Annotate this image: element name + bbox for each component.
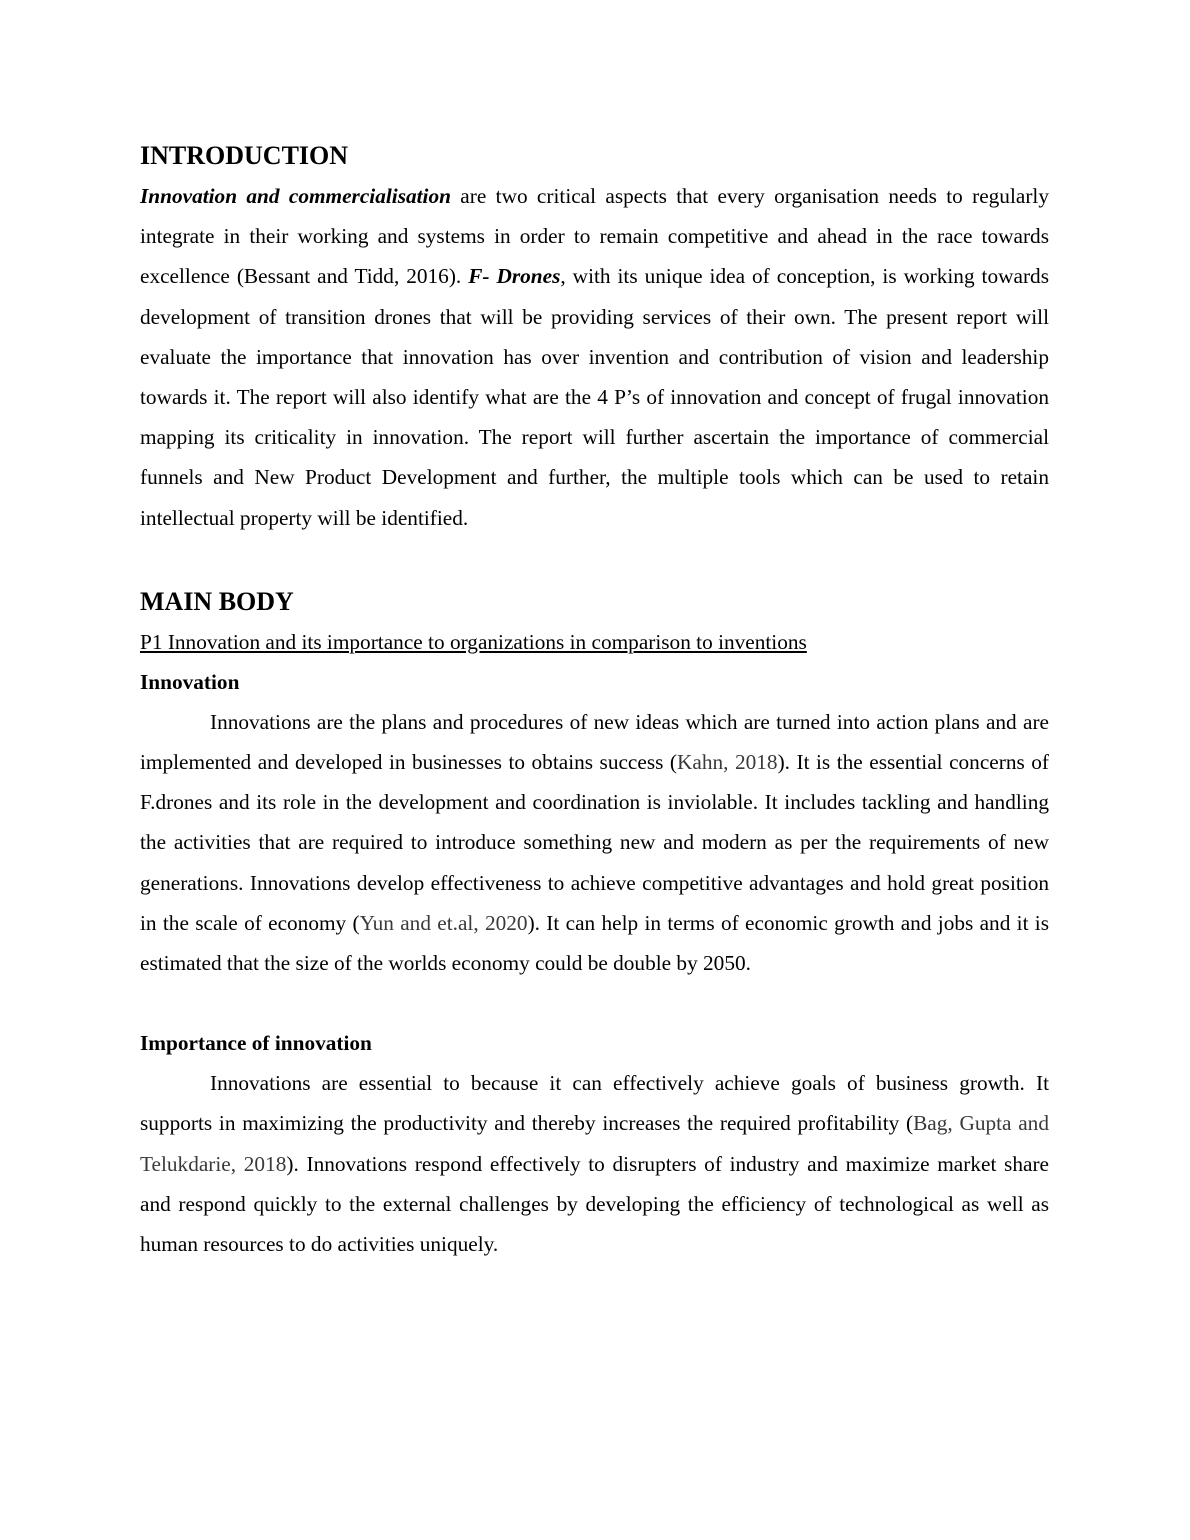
importance-heading: Importance of innovation (140, 1031, 372, 1056)
introduction-heading: INTRODUCTION (140, 141, 349, 170)
citation-bag: Bag, Gupta and Telukdarie, 2018 (140, 1111, 1049, 1176)
document-page (140, 136, 1049, 1264)
spacer (140, 983, 1049, 1023)
p1-title: P1 Innovation and its importance to organizations in comparison to inventions (140, 629, 807, 654)
spacer (140, 538, 1049, 582)
importance-text-1: Innovations are essential to because it can effectively achieve goals of business growth. It supports in maximizing the productivity and thereby increases the required profitability ( (140, 1071, 1049, 1136)
introduction-paragraph (140, 176, 1049, 538)
importance-paragraph (140, 1063, 1049, 1264)
innovation-text-1: Innovations are the plans and procedures of new ideas which are turned into action plans and are implemented and developed in businesses to obtains success ( (140, 709, 1049, 775)
intro-text-2: , with its unique idea of conception, is working towards development of transition drones that will be providing services of their own. The present report will evaluate the importance that innovation has over invention and contribution of vision and leadership towards it. The report will also identify what are the 4 P’s of innovation and concept of frugal innovation mapping its criticality in innovation. The report will further ascertain the importance of commercial funnels and New Product Development and further, the multiple tools which can be used to retain intellectual property will be identified. (140, 264, 1049, 530)
innovation-heading: Innovation (140, 669, 240, 694)
citation-yun: Yun and et.al, 2020 (359, 910, 528, 935)
lead-term: Innovation and commercialisation (140, 184, 451, 208)
importance-text-2: ). Innovations respond effectively to disrupters of industry and maximize market share and respond quickly to the external challenges by developing the efficiency of technological as well as human resources to do activities uniquely. (140, 1151, 1049, 1257)
main-body-heading: MAIN BODY (140, 586, 294, 616)
citation-kahn: Kahn, 2018 (677, 750, 778, 775)
innovation-paragraph (140, 702, 1049, 983)
innovation-text-3: ). It can help in terms of economic growth and jobs and it is estimated that the size of the worlds economy could be double by 2050. (140, 910, 1050, 976)
innovation-text-2: ). It is the essential concerns of F.drones and its role in the development and coordination is inviolable. It includes tackling and handling the activities that are required to introduce something new and modern as per the requirements of new generations. Innovations develop effectiveness to achieve competitive advantages and hold great position in the scale of economy ( (140, 750, 1050, 935)
company-name: F- Drones (468, 264, 561, 289)
intro-text-1: are two critical aspects that every organisation needs to regularly integrate in their working and systems in order to remain competitive and ahead in the race towards excellence (Bessant and Tidd, 2016). (140, 184, 1049, 289)
